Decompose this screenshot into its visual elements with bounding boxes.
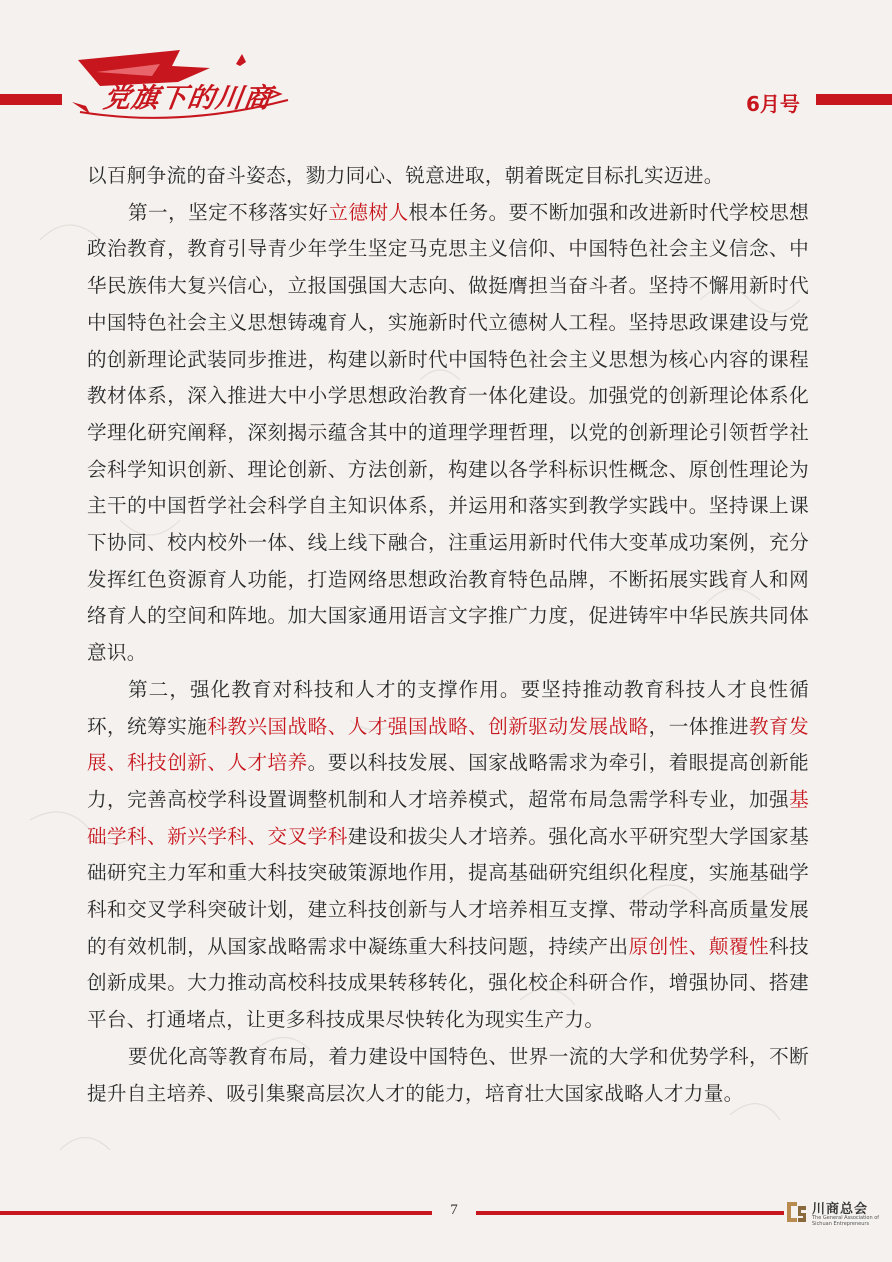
paragraph-text: 第一，坚定不移落实好 (128, 200, 329, 224)
highlighted-text: 立德树人 (328, 200, 409, 224)
highlighted-text: 科教兴国战略、人才强国战略、创新驱动发展战略 (207, 714, 649, 738)
paragraph-text: 要优化高等教育布局，着力建设中国特色、世界一流的大学和优势学科，不断提升自主培养、吸引集聚高层次人才的能力，培育壮大国家战略人才力量。 (87, 1044, 809, 1105)
org-subtitle: The General Association of Sichuan Entrepreneurs (812, 1215, 880, 1227)
paragraph-text: ，一体推进 (648, 714, 749, 738)
header-red-bar-left (0, 94, 62, 105)
paragraph (87, 195, 809, 672)
paragraph-text: 。要以科技发展、国家战略需求为牵引，着眼提高创新能力，完善高校学科设置调整机制和人才培养模式，超常布局急需学科专业，加强 (87, 751, 810, 811)
paragraph-text: 根本任务。要不断加强和改进新时代学校思想政治教育，教育引导青少年学生坚定马克思主义信仰、中国特色社会主义信念、中华民族伟大复兴信心，立报国强国大志向、做挺膺担当奋斗者。坚持不懈用新时代中国特色社会主义思想铸魂育人，实施新时代立德树人工程。坚持思政课建设与党的创新理论武装同步推进，构建以新时代中国特色社会主义思想为核心内容的课程教材体系，深入推进大中小学思想政治教育一体化建设。加强党的创新理论体系化学理化研究阐释，深刻揭示蕴含其中的道理学理哲理，以党的创新理论引领哲学社会科学知识创新、理论创新、方法创新，构建以各学科标识性概念、原创性理论为主干的中国哲学社会科学自主知识体系，并运用和落实到教学实践中。坚持课上课下协同、校内校外一体、线上线下融合，注重运用新时代伟大变革成功案例，充分发挥红色资源育人功能，打造网络思想政治教育特色品牌，不断拓展实践育人和网络育人的空间和阵地。加大国家通用语言文字推广力度，促进铸牢中华民族共同体意识。 (87, 200, 810, 665)
article-body (87, 158, 809, 1112)
page-footer (0, 1190, 892, 1240)
footer-rule-left (0, 1211, 432, 1215)
highlighted-text: 原创性、颠覆性 (628, 934, 770, 958)
paragraph-text: 以百舸争流的奋斗姿态，勠力同心、锐意进取，朝着既定目标扎实迈进。 (87, 164, 724, 187)
footer-rule-right (476, 1211, 784, 1215)
org-name: 川商总会 (812, 1202, 869, 1217)
page-header (0, 0, 892, 140)
highlighted-text: 教育发展、科技创新、人才培养 (87, 714, 809, 775)
page-number: 7 (450, 1202, 458, 1218)
issue-label: 6月号 (746, 92, 800, 116)
paragraph-text: 建设和拔尖人才培养。强化高水平研究型大学国家基础研究主力军和重大科技突破策源地作用，提高基础研究组织化程度，实施基础学科和交叉学科突破计划，建立科技创新与人才培养相互支撑、带动学科高质量发展的有效机制，从国家战略需求中凝练重大科技问题，持续产出 (87, 824, 809, 958)
paragraph (87, 158, 809, 195)
logo-title: 党旗下的川商 (101, 83, 274, 114)
cs-logo-icon (784, 1198, 808, 1226)
paragraph-text: 第二，强化教育对科技和人才的支撑作用。要坚持推动教育科技人才良性循环，统筹实施 (87, 677, 809, 738)
header-red-bar-right (816, 94, 892, 105)
paragraph (87, 1039, 809, 1112)
paragraph (87, 672, 809, 1039)
paragraph-text: 科技创新成果。大力推动高校科技成果转移转化，强化校企科研合作，增强协同、搭建平台、打通堵点，让更多科技成果尽快转化为现实生产力。 (87, 934, 809, 1032)
highlighted-text: 基础学科、新兴学科、交叉学科 (87, 787, 809, 848)
